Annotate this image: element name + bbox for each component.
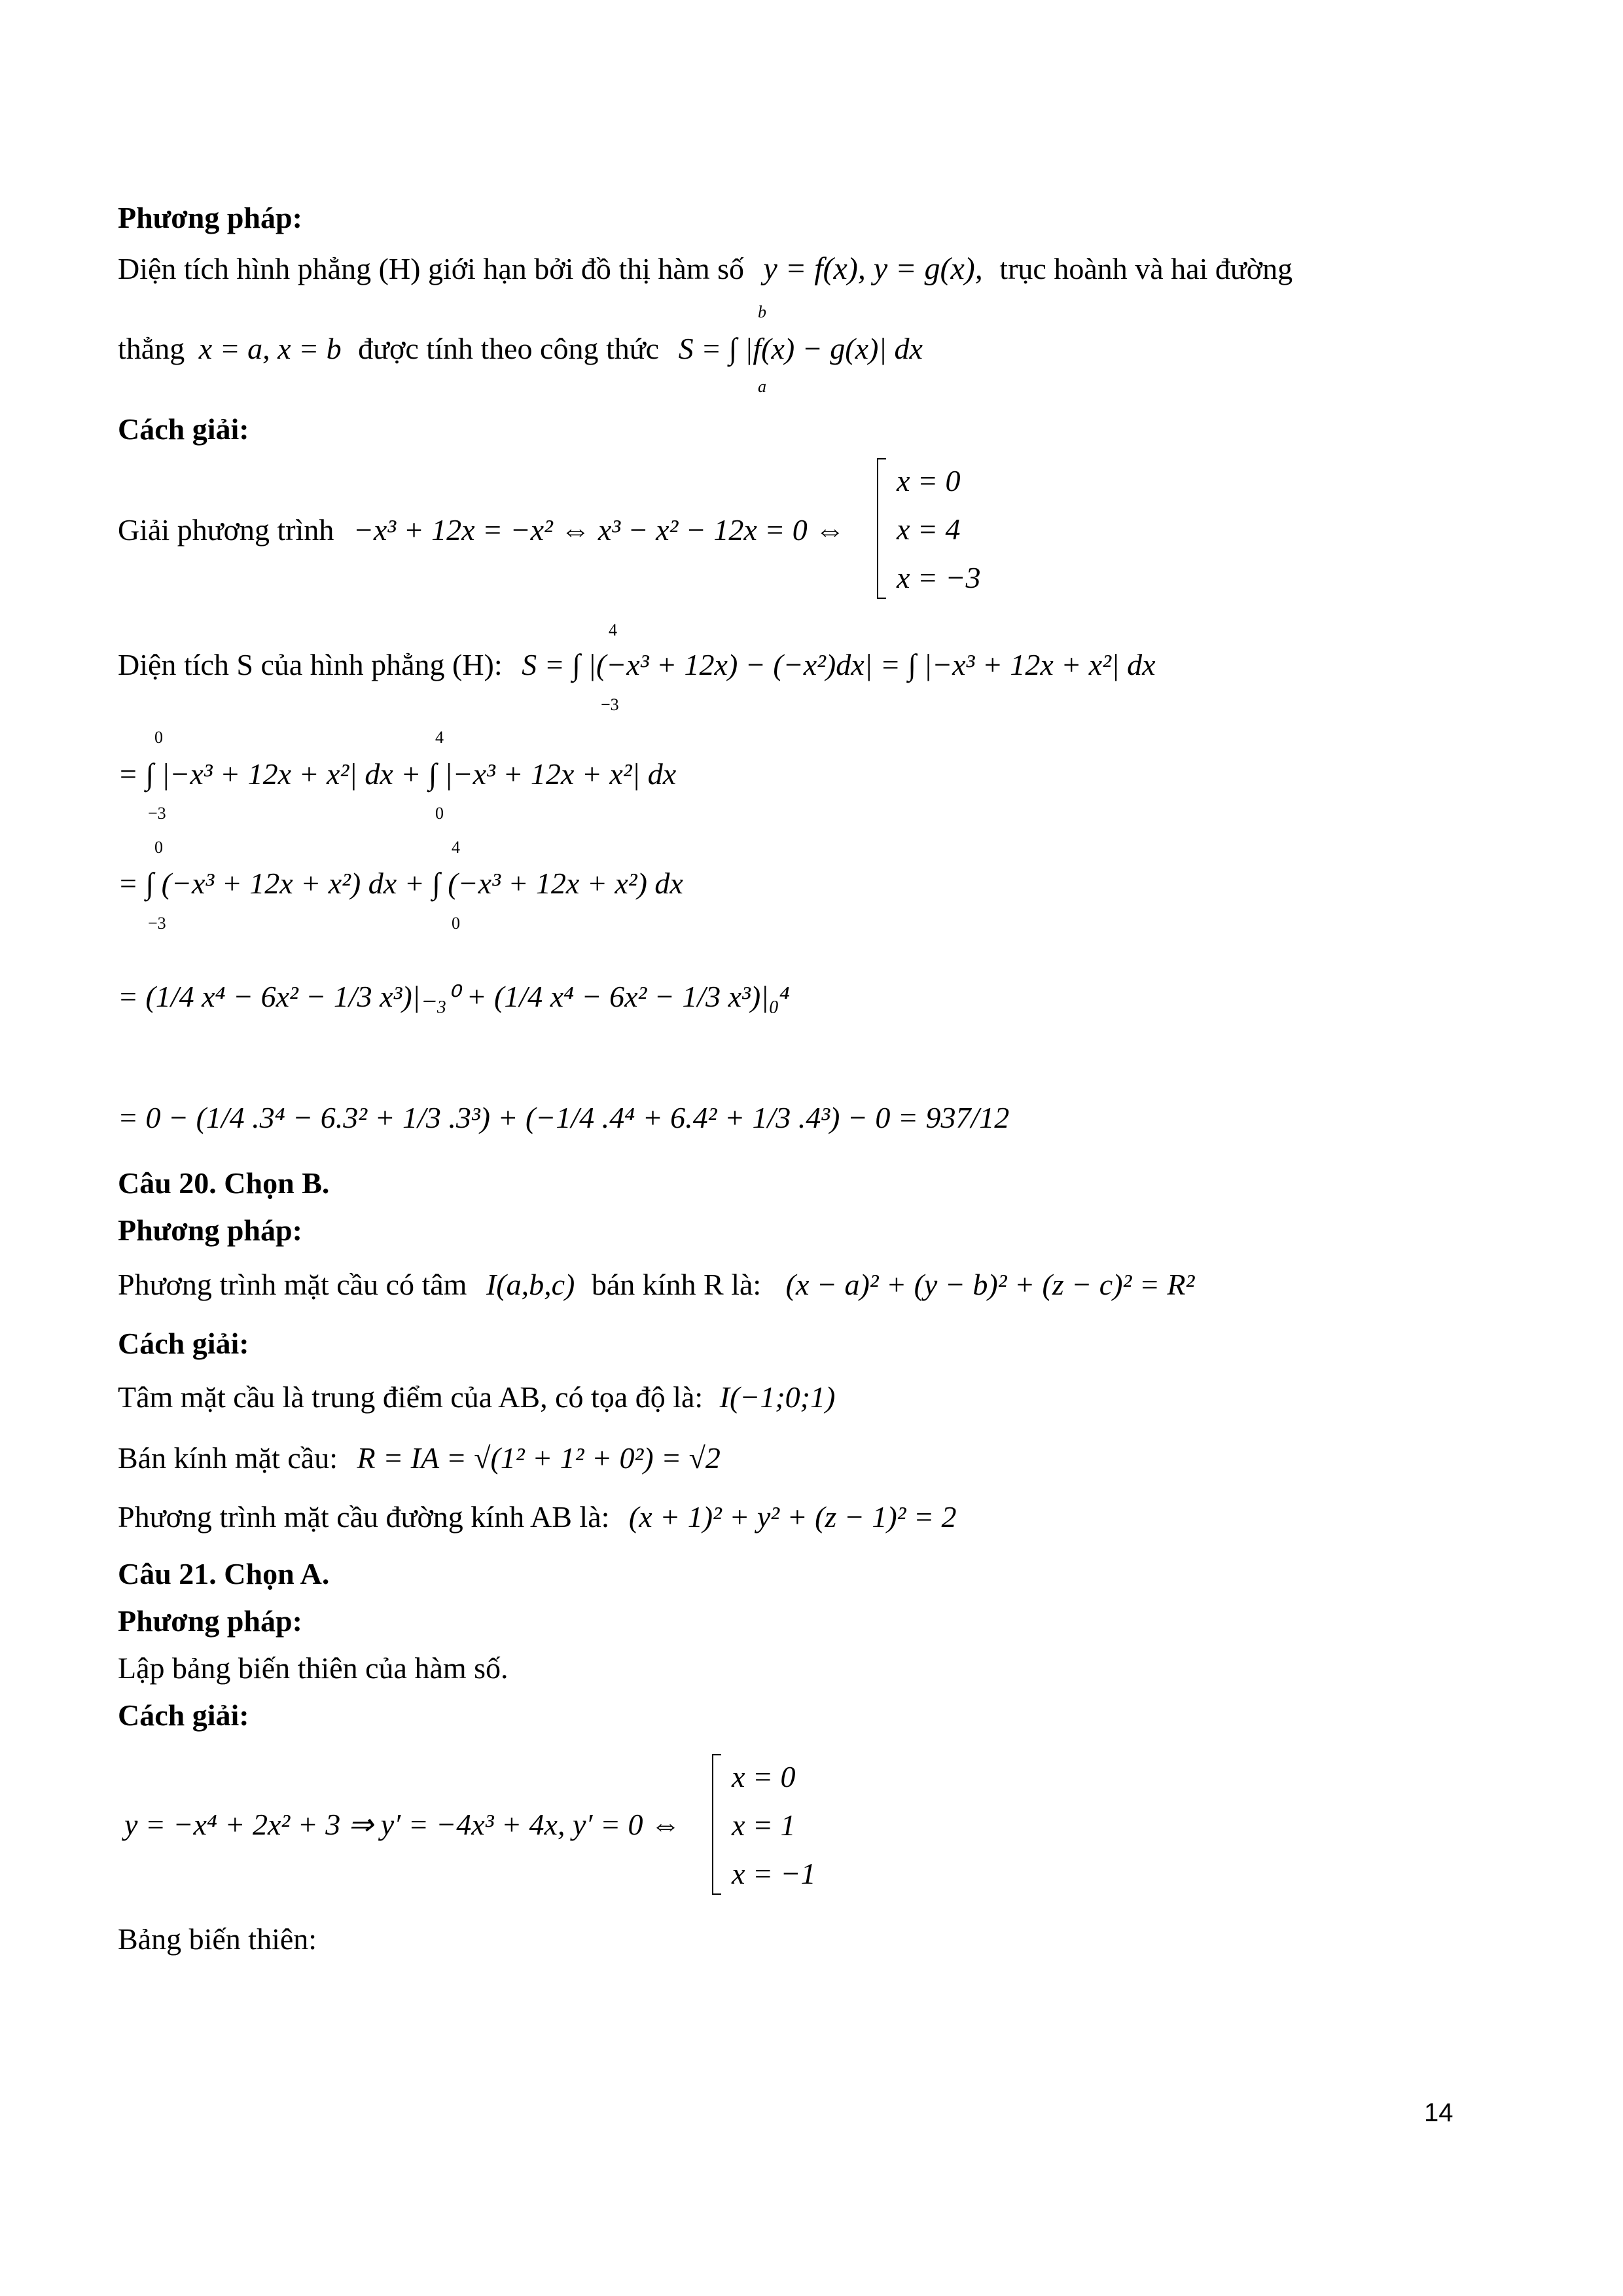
integral-lower-bound: a: [758, 377, 766, 396]
radius-line: [118, 1440, 721, 1476]
sphere-center: I(a,b,c): [486, 1268, 575, 1301]
roots-bracket-2: [712, 1754, 844, 1895]
step-4-formula: = 0 − (1/4 .3⁴ − 6.3² + 1/3 .3³) + (−1/4 .4⁴ + 6.4² + 1/3 .4³) − 0 = 937/12: [118, 1101, 1010, 1134]
area-formula: S = ∫ |f(x) − g(x)| dx: [678, 332, 923, 365]
step1-int2-lower: 0: [435, 804, 444, 823]
heading-method-2: Phương pháp:: [118, 1213, 302, 1247]
heading-solution-3: Cách giải:: [118, 1698, 249, 1732]
derivative-line: [124, 1806, 681, 1842]
step1-int2-upper: 4: [435, 728, 444, 747]
roots-bracket: [877, 458, 1009, 599]
root-2: x = 4: [897, 512, 961, 546]
method-paragraph-line1: [118, 250, 1293, 288]
area-int1-upper: 4: [609, 620, 617, 639]
radius-text: Bán kính mặt cầu:: [118, 1441, 338, 1475]
sphere-text-b: bán kính R là:: [591, 1268, 762, 1301]
integral-upper-bound: b: [758, 302, 766, 321]
step-3-formula: = (1/4 x⁴ − 6x² − 1/3 x³)|₋₃⁰ + (1/4 x⁴ − 6x² − 1/3 x³)|₀⁴: [118, 980, 790, 1013]
page-number: 14: [1424, 2098, 1454, 2127]
step2-int2-upper: 4: [452, 838, 460, 857]
step1-int1-lower: −3: [148, 804, 166, 823]
area-text: Diện tích S của hình phẳng (H):: [118, 648, 503, 681]
area-s-formula: S = ∫ |(−x³ + 12x) − (−x²)dx| = ∫ |−x³ + 12x + x²| dx: [522, 648, 1156, 681]
heading-solution-2: Cách giải:: [118, 1327, 249, 1360]
sphere-text-a: Phương trình mặt cầu có tâm: [118, 1268, 467, 1301]
heading-method: Phương pháp:: [118, 201, 302, 234]
bounds-formula: x = a, x = b: [198, 332, 342, 365]
sphere-equation-line: [118, 1499, 957, 1535]
step-2-formula: = ∫ (−x³ + 12x + x²) dx + ∫ (−x³ + 12x + x²) dx: [118, 867, 683, 900]
step-3: [118, 978, 790, 1014]
root-1: x = 0: [897, 464, 961, 497]
root2-2: x = 1: [732, 1808, 796, 1842]
method-text: Diện tích hình phẳng (H) giới hạn bởi đồ thị hàm số: [118, 252, 745, 285]
center-line: [118, 1379, 835, 1415]
step2-int2-lower: 0: [452, 914, 460, 933]
radius-formula: R = IA = √(1² + 1² + 0²) = √2: [357, 1441, 721, 1475]
table-instruction: Lập bảng biến thiên của hàm số.: [118, 1651, 508, 1685]
method-text-b: được tính theo công thức: [358, 332, 660, 365]
step-4: [118, 1100, 1009, 1136]
sphere-eq-formula: (x + 1)² + y² + (z − 1)² = 2: [628, 1500, 957, 1534]
question-20-heading: Câu 20. Chọn B.: [118, 1166, 330, 1200]
solve-formula: −x³ + 12x = −x² ⇔ x³ − x² − 12x = 0 ⇔: [353, 513, 846, 547]
area-line: [118, 647, 1156, 683]
sphere-eq-text: Phương trình mặt cầu đường kính AB là:: [118, 1500, 610, 1534]
step-1-formula: = ∫ |−x³ + 12x + x²| dx + ∫ |−x³ + 12x + x²| dx: [118, 757, 677, 791]
heading-solution: Cách giải:: [118, 412, 249, 446]
solve-equation-line: [118, 512, 845, 548]
root-3: x = −3: [897, 561, 981, 594]
step1-int1-upper: 0: [154, 728, 163, 747]
method-text-tail: trục hoành và hai đường: [999, 252, 1293, 285]
root2-3: x = −1: [732, 1857, 816, 1890]
derivative-formula: y = −x⁴ + 2x² + 3 ⇒ y′ = −4x³ + 4x, y′ = 0 ⇔: [124, 1808, 681, 1841]
solve-text: Giải phương trình: [118, 513, 334, 547]
heading-method-3: Phương pháp:: [118, 1604, 302, 1638]
sphere-formula: (x − a)² + (y − b)² + (z − c)² = R²: [785, 1268, 1195, 1301]
step2-int1-lower: −3: [148, 914, 166, 933]
sphere-formula-line: [118, 1266, 1194, 1302]
function-formula: y = f(x), y = g(x),: [763, 251, 983, 286]
step-1: [118, 756, 676, 792]
area-int1-lower: −3: [601, 695, 619, 714]
step-2: [118, 865, 683, 901]
question-21-heading: Câu 21. Chọn A.: [118, 1557, 330, 1590]
method-text-a: thẳng: [118, 332, 185, 365]
method-paragraph-line2: [118, 331, 923, 367]
variation-table-label: Bảng biến thiên:: [118, 1922, 317, 1956]
step2-int1-upper: 0: [154, 838, 163, 857]
center-formula: I(−1;0;1): [719, 1380, 836, 1414]
center-text: Tâm mặt cầu là trung điểm của AB, có tọa độ là:: [118, 1380, 704, 1414]
root2-1: x = 0: [732, 1760, 796, 1793]
